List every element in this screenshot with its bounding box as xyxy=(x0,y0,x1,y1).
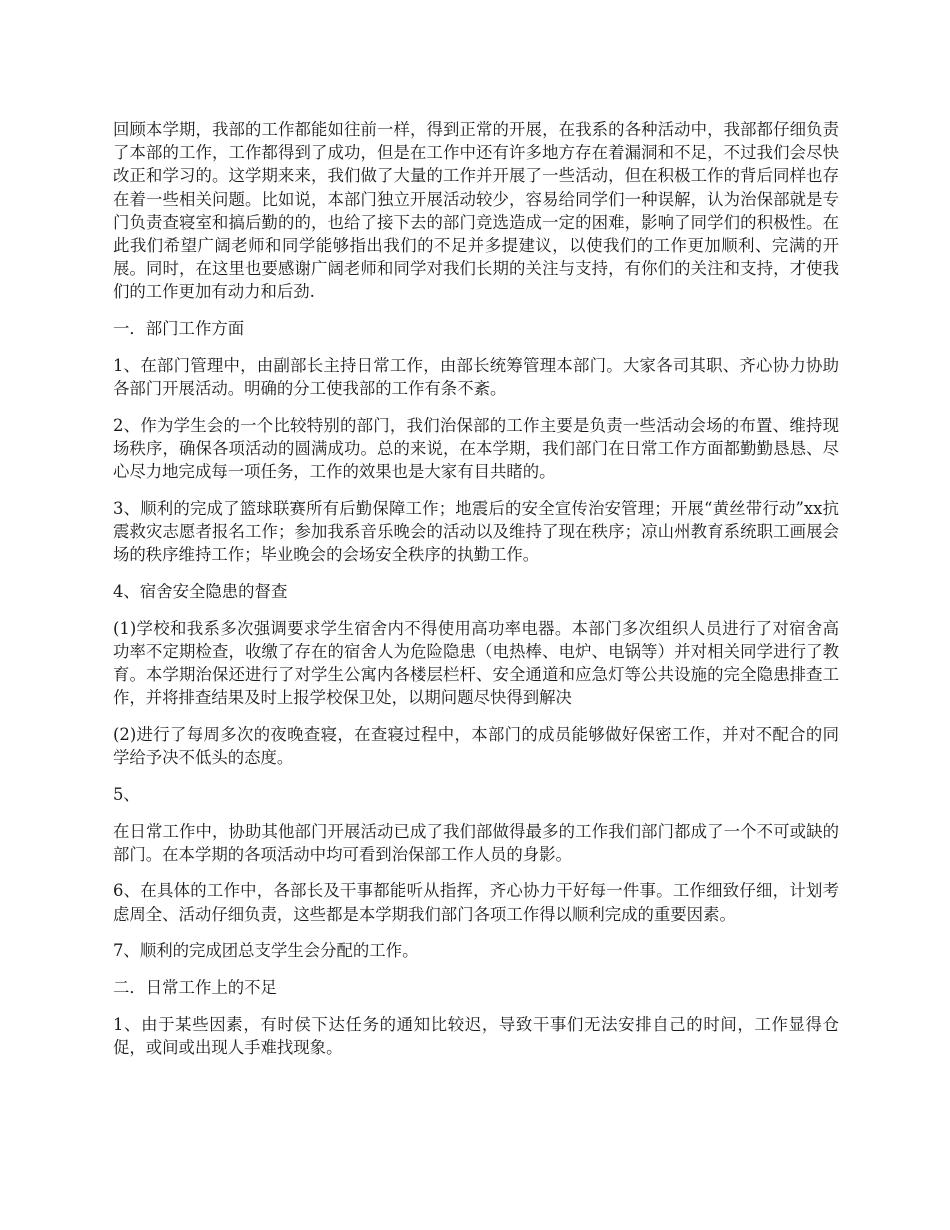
section-heading-department-work: 一．部门工作方面 xyxy=(113,319,245,339)
intro-paragraph: 回顾本学期，我部的工作都能如往前一样，得到正常的开展，在我系的各种活动中，我部都仔细负责了本部的工作，工作都得到了成功，但是在工作中还有许多地方存在着漏洞和不足，不过我们会尽快改正和学习的。这学期来来，我们做了大量的工作并开展了一些活动，但在积极工作的背后同样也存在着一些相关问题。比如说，本部门独立开展活动较少，容易给同学们一种误解，认为治保部就是专门负责查寝室和搞后勤的的，也给了接下去的部门竞选造成一定的困难，影响了同学们的积极性。在此我们希望广阔老师和同学能够指出我们的不足并多提建议，以使我们的工作更加顺利、完满的开展。同时，在这里也要感谢广阔老师和同学对我们长期的关注与支持，有你们的关注和支持，才使我们的工作更加有动力和后劲. xyxy=(113,120,839,302)
list-item-4-heading: 4、宿舍安全隐患的督查 xyxy=(113,581,288,601)
section-heading-shortcomings: 二．日常工作上的不足 xyxy=(113,978,277,998)
list-item-5-body: 在日常工作中，协助其他部门开展活动已成了我们部做得最多的工作我们部门都成了一个不可或缺的部门。在本学期的各项活动中均可看到治保部工作人员的身影。 xyxy=(113,821,839,864)
list-item-6: 6、在具体的工作中，各部长及干事都能听从指挥，齐心协力干好每一件事。工作细致仔细，计划考虑周全、活动仔细负责，这些都是本学期我们部门各项工作得以顺利完成的重要因素。 xyxy=(113,881,839,924)
shortcoming-item-1: 1、由于某些因素，有时侯下达任务的通知比较迟，导致干事们无法安排自己的时间，工作显得仓促，或间或出现人手难找现象。 xyxy=(113,1014,839,1057)
list-item-2: 2、作为学生会的一个比较特别的部门，我们治保部的工作主要是负责一些活动会场的布置、维持现场秩序，确保各项活动的圆满成功。总的来说，在本学期，我们部门在日常工作方面都勤勤恳恳、尽心尽力地完成每一项任务，工作的效果也是大家有目共睹的。 xyxy=(113,415,839,482)
list-item-4-sub-2: (2)进行了每周多次的夜晚查寝，在查寝过程中，本部门的成员能够做好保密工作，并对不配合的同学给予决不低头的态度。 xyxy=(113,724,839,768)
list-item-4-sub-1: (1)学校和我系多次强调要求学生宿舍内不得使用高功率电器。本部门多次组织人员进行了对宿舍高功率不定期检查，收缴了存在的宿舍人为危险隐患（电热棒、电炉、电锅等）并对相关同学进行了教育。本学期治保还进行了对学生公寓内各楼层栏杆、安全通道和应急灯等公共设施的完全隐患排查工作，并将排查结果及时上报学校保卫处，以期问题尽快得到解决 xyxy=(113,618,839,708)
list-item-7: 7、顺利的完成团总支学生会分配的工作。 xyxy=(113,941,419,961)
list-item-5-number: 5、 xyxy=(113,784,140,804)
list-item-3: 3、顺利的完成了篮球联赛所有后勤保障工作；地震后的安全宣传治安管理；开展“黄丝带行动”xx抗震救灾志愿者报名工作；参加我系音乐晚会的活动以及维持了现在秩序；凉山州教育系统职工画展会场的秩序维持工作；毕业晚会的会场安全秩序的执勤工作。 xyxy=(113,498,839,565)
list-item-1: 1、在部门管理中，由副部长主持日常工作，由部长统筹管理本部门。大家各司其职、齐心协力协助各部门开展活动。明确的分工使我部的工作有条不紊。 xyxy=(113,355,839,399)
document-page xyxy=(113,118,839,1073)
